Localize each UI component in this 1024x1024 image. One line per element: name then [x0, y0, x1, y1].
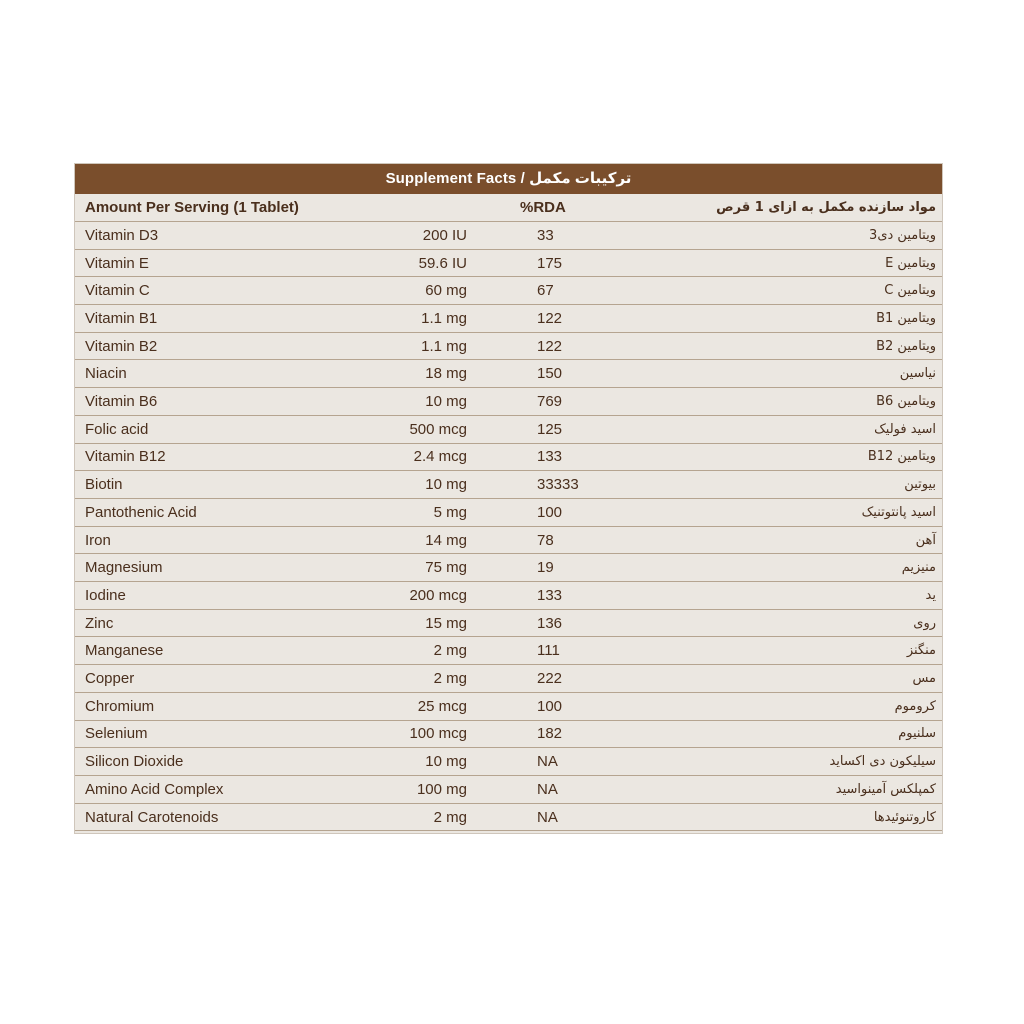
nutrient-name: Zinc	[85, 614, 114, 632]
nutrient-amount: 59.6 IU	[418, 254, 467, 272]
serving-header: Amount Per Serving (1 Tablet)	[85, 199, 299, 216]
table-row	[75, 471, 942, 499]
table-row	[75, 333, 942, 361]
nutrient-rda: 122	[537, 309, 563, 327]
nutrient-name-persian: نیاسین	[899, 366, 936, 382]
nutrient-rda: 122	[537, 337, 563, 355]
nutrient-rda: NA	[537, 808, 558, 826]
nutrient-amount: 2 mg	[433, 670, 467, 688]
nutrient-name-persian: ویتامین B6	[876, 394, 936, 410]
nutrient-amount: 500 mcg	[409, 420, 467, 438]
nutrient-name: Folic acid	[85, 420, 149, 438]
nutrient-rda: NA	[537, 753, 558, 771]
table-row	[75, 665, 942, 693]
nutrient-name: Vitamin B12	[85, 448, 166, 466]
nutrient-amount: 2.4 mcg	[413, 448, 467, 466]
table-row	[75, 554, 942, 582]
table-row	[75, 582, 942, 610]
nutrient-amount: 5 mg	[433, 503, 467, 521]
nutrient-rda: 182	[537, 725, 563, 743]
nutrient-rda: NA	[537, 780, 558, 798]
nutrient-name-persian: ویتامین B12	[867, 449, 936, 465]
nutrient-name-persian: منگنز	[906, 643, 936, 659]
nutrient-rda: 769	[537, 393, 563, 411]
nutrient-amount: 25 mcg	[417, 697, 467, 715]
table-row	[75, 693, 942, 721]
nutrient-amount: 200 mcg	[409, 586, 467, 604]
nutrient-amount: 15 mg	[425, 614, 467, 632]
table-header	[75, 194, 942, 222]
nutrient-name: Copper	[85, 670, 135, 688]
nutrient-name-persian: اسید فولیک	[874, 421, 936, 437]
table-row	[75, 638, 942, 666]
nutrient-rda: 222	[537, 670, 563, 688]
nutrient-amount: 2 mg	[433, 808, 467, 826]
nutrient-name: Vitamin E	[85, 254, 149, 272]
nutrient-amount: 14 mg	[425, 531, 467, 549]
nutrient-name: Niacin	[85, 365, 127, 383]
nutrient-name-persian: کاروتنوئیدها	[873, 809, 936, 825]
nutrient-rda: 19	[537, 559, 554, 577]
nutrient-name: Vitamin B6	[85, 393, 158, 411]
nutrient-name: Iodine	[85, 586, 126, 604]
nutrient-name-persian: ویتامین B2	[876, 338, 936, 354]
nutrient-rda: 67	[537, 282, 554, 300]
nutrient-amount: 10 mg	[425, 753, 467, 771]
nutrient-name: Vitamin B1	[85, 309, 158, 327]
nutrient-name: Vitamin C	[85, 282, 150, 300]
table-row	[75, 222, 942, 250]
nutrient-name-persian: ویتامین E	[885, 255, 936, 271]
nutrient-name-persian: بیوتین	[904, 477, 936, 493]
supplement-facts-label	[74, 163, 943, 834]
nutrient-name: Vitamin B2	[85, 337, 158, 355]
nutrient-rda: 33	[537, 226, 554, 244]
nutrient-name-persian: منیزیم	[901, 560, 936, 576]
nutrient-name-persian: ویتامین دی3	[869, 227, 936, 243]
nutrient-name-persian: سیلیکون دی اکساید	[829, 754, 936, 770]
nutrient-name: Chromium	[85, 697, 155, 715]
nutrient-name-persian: روی	[913, 615, 936, 631]
nutrient-amount: 18 mg	[425, 365, 467, 383]
nutrient-rda: 133	[537, 586, 563, 604]
nutrient-rda: 150	[537, 365, 563, 383]
nutrient-name: Pantothenic Acid	[85, 503, 197, 521]
nutrient-amount: 1.1 mg	[421, 337, 467, 355]
nutrient-name-persian: ویتامین C	[884, 283, 936, 299]
nutrient-name-persian: آهن	[915, 532, 936, 548]
label-title: Supplement Facts / ترکیبات مکمل	[75, 164, 942, 194]
table-row	[75, 250, 942, 278]
nutrient-rda: 111	[537, 642, 560, 660]
table-row	[75, 804, 942, 832]
nutrient-amount: 100 mg	[416, 780, 467, 798]
table-row	[75, 277, 942, 305]
table-row	[75, 361, 942, 389]
nutrient-amount: 75 mg	[425, 559, 467, 577]
table-row	[75, 721, 942, 749]
nutrient-name-persian: کروموم	[894, 698, 936, 714]
rda-header: %RDA	[520, 199, 566, 216]
nutrient-rda: 100	[537, 503, 563, 521]
nutrient-rda: 133	[537, 448, 563, 466]
nutrient-name-persian: ویتامین B1	[876, 310, 936, 326]
nutrient-rda: 136	[537, 614, 563, 632]
nutrient-name: Silicon Dioxide	[85, 753, 184, 771]
nutrient-amount: 60 mg	[425, 282, 467, 300]
table-row	[75, 388, 942, 416]
persian-header: مواد سازنده مکمل به ازای 1 قرص	[716, 200, 936, 215]
nutrient-name-persian: کمپلکس آمینواسید	[835, 781, 936, 797]
nutrient-name: Natural Carotenoids	[85, 808, 219, 826]
nutrient-name: Selenium	[85, 725, 148, 743]
table-row	[75, 305, 942, 333]
table-row	[75, 444, 942, 472]
nutrient-rda: 125	[537, 420, 563, 438]
nutrient-rda: 100	[537, 697, 563, 715]
nutrient-name: Magnesium	[85, 559, 163, 577]
nutrient-amount: 200 IU	[422, 226, 467, 244]
nutrient-name: Vitamin D3	[85, 226, 159, 244]
nutrient-amount: 100 mcg	[409, 725, 467, 743]
nutrient-name: Amino Acid Complex	[85, 780, 224, 798]
table-row	[75, 499, 942, 527]
nutrient-name-persian: سلنیوم	[898, 726, 936, 742]
nutrient-name-persian: ید	[925, 587, 936, 603]
nutrient-amount: 10 mg	[425, 393, 467, 411]
nutrient-rda: 33333	[537, 476, 579, 494]
table-row	[75, 776, 942, 804]
table-row	[75, 416, 942, 444]
nutrient-name-persian: اسید پانتوتنیک	[861, 504, 936, 520]
nutrient-name: Manganese	[85, 642, 164, 660]
nutrient-amount: 10 mg	[425, 476, 467, 494]
nutrient-amount: 1.1 mg	[421, 309, 467, 327]
nutrient-amount: 2 mg	[433, 642, 467, 660]
table-row	[75, 610, 942, 638]
nutrient-rda: 175	[537, 254, 563, 272]
nutrient-name: Biotin	[85, 476, 123, 494]
table-row	[75, 748, 942, 776]
nutrient-name-persian: مس	[912, 671, 936, 687]
nutrient-rda: 78	[537, 531, 554, 549]
nutrient-name: Iron	[85, 531, 111, 549]
table-row	[75, 527, 942, 555]
